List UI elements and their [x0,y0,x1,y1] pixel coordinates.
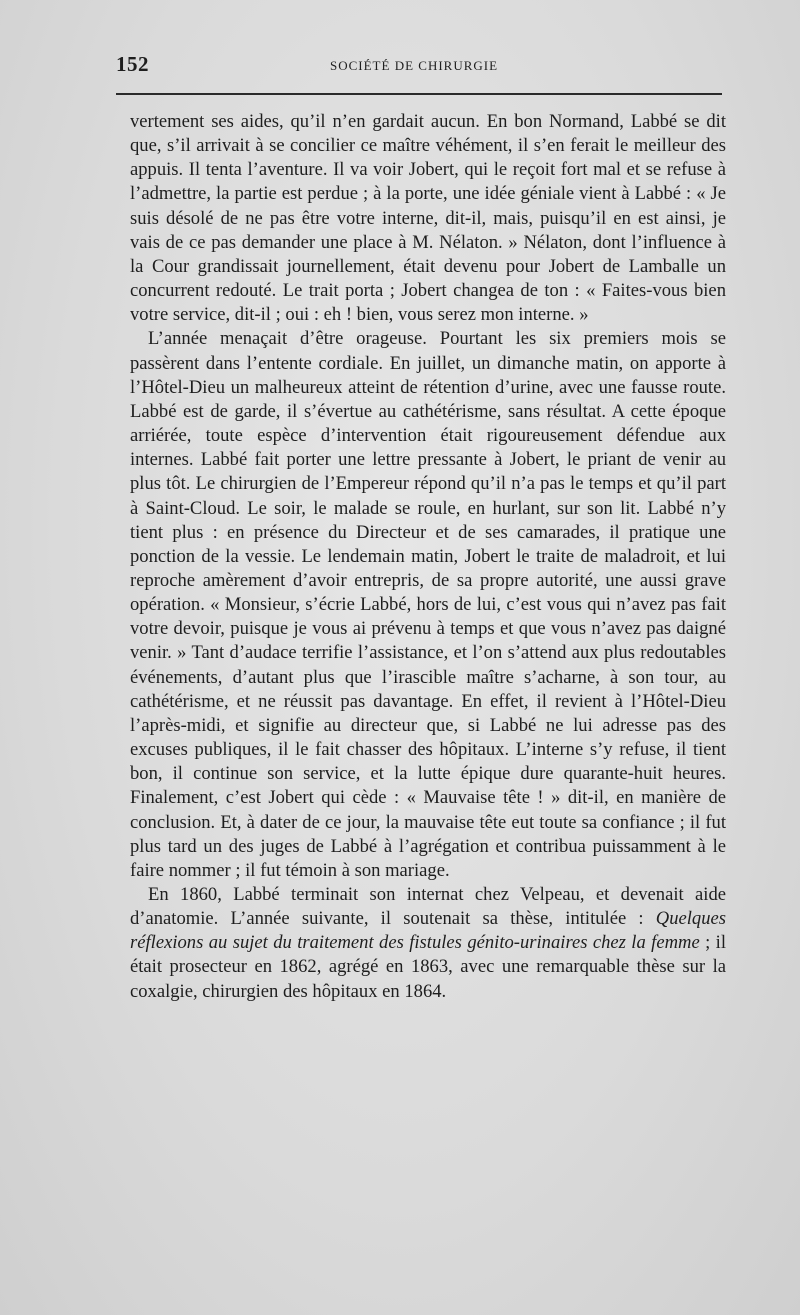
paragraph-3-start: En 1860, Labbé terminait son internat chez Velpeau, et devenait aide d’anatomie. L’année suivante, il soutenait sa thèse, intitulée : [130,884,726,930]
paragraph-1: vertement ses aides, qu’il n’en gardait aucun. En bon Normand, Labbé se dit que, s’il arrivait à se concilier ce maître véhément, il s’en ferait le meilleur des appuis. Il tenta l’aventure. Il va voir Jobert, qui le reçoit fort mal et se refuse à l’admettre, la partie est perdue ; à la porte, une idée géniale vient à Labbé : « Je suis désolé de ne pas être votre interne, dit-il, mais, puisqu’il en est ainsi, je vais de ce pas demander une place à M. Nélaton. » Nélaton, dont l’influence à la Cour grandissait journellement, était devenu pour Jobert de Lamballe un concurrent redouté. Le trait porta ; Jobert changea de ton : « Faites-vous bien votre service, dit-il ; oui : eh ! bien, vous serez mon interne. » [130,111,726,326]
thesis-title: Quelques réflexions au sujet du traitement des fistules génito-urinaires chez la femme [130,908,726,954]
paragraph-3 [130,883,726,1004]
paragraph-3-end: ; il était prosecteur en 1862, agrégé en 1863, avec une remarquable thèse sur la coxalgie, chirurgien des hôpitaux en 1864. [130,932,726,1002]
header-rule [116,93,722,95]
running-title: SOCIÉTÉ DE CHIRURGIE [330,58,499,73]
body-text [130,110,726,1004]
page-number: 152 [116,52,149,76]
paragraph-2: L’année menaçait d’être orageuse. Pourtant les six premiers mois se passèrent dans l’entente cordiale. En juillet, un dimanche matin, on apporte à l’Hôtel-Dieu un malheureux atteint de rétention d’urine, avec une fausse route. Labbé est de garde, il s’évertue au cathétérisme, sans résultat. A cette époque arriérée, toute espèce d’intervention était rigoureusement défendue aux internes. Labbé fait porter une lettre pressante à Jobert, le priant de venir au plus tôt. Le chirurgien de l’Empereur répond qu’il n’a pas le temps et qu’il part à Saint-Cloud. Le soir, le malade se roule, en hurlant, sur son lit. Labbé n’y tient plus : en présence du Directeur et de ses camarades, il pratique une ponction de la vessie. Le lendemain matin, Jobert le traite de maladroit, et lui reproche amèrement d’avoir entrepris, de sa propre autorité, une aussi grave opération. « Monsieur, s’écrie Labbé, hors de lui, c’est vous qui n’avez pas fait votre devoir, puisque je vous ai prévenu à temps et que vous n’avez pas daigné venir. » Tant d’audace terrifie l’assistance, et l’on s’attend aux plus redoutables événements, d’autant plus que l’irascible maître s’acharne, à son tour, au cathétérisme, et ne réussit pas davantage. En effet, il revient à l’Hôtel-Dieu l’après-midi, et signifie au directeur que, si Labbé ne lui adresse pas des excuses publiques, il le fait chasser des hôpitaux. L’interne s’y refuse, il tient bon, il continue son service, et la lutte épique dure quarante-huit heures. Finalement, c’est Jobert qui cède : « Mauvaise tête ! » dit-il, en manière de conclusion. Et, à dater de ce jour, la mauvaise tête eut toute sa confiance ; il fut plus tard un des juges de Labbé à l’agrégation et contribua puissamment à le faire nommer ; il fut témoin à son mariage. [130,328,726,881]
page-header [116,52,724,82]
